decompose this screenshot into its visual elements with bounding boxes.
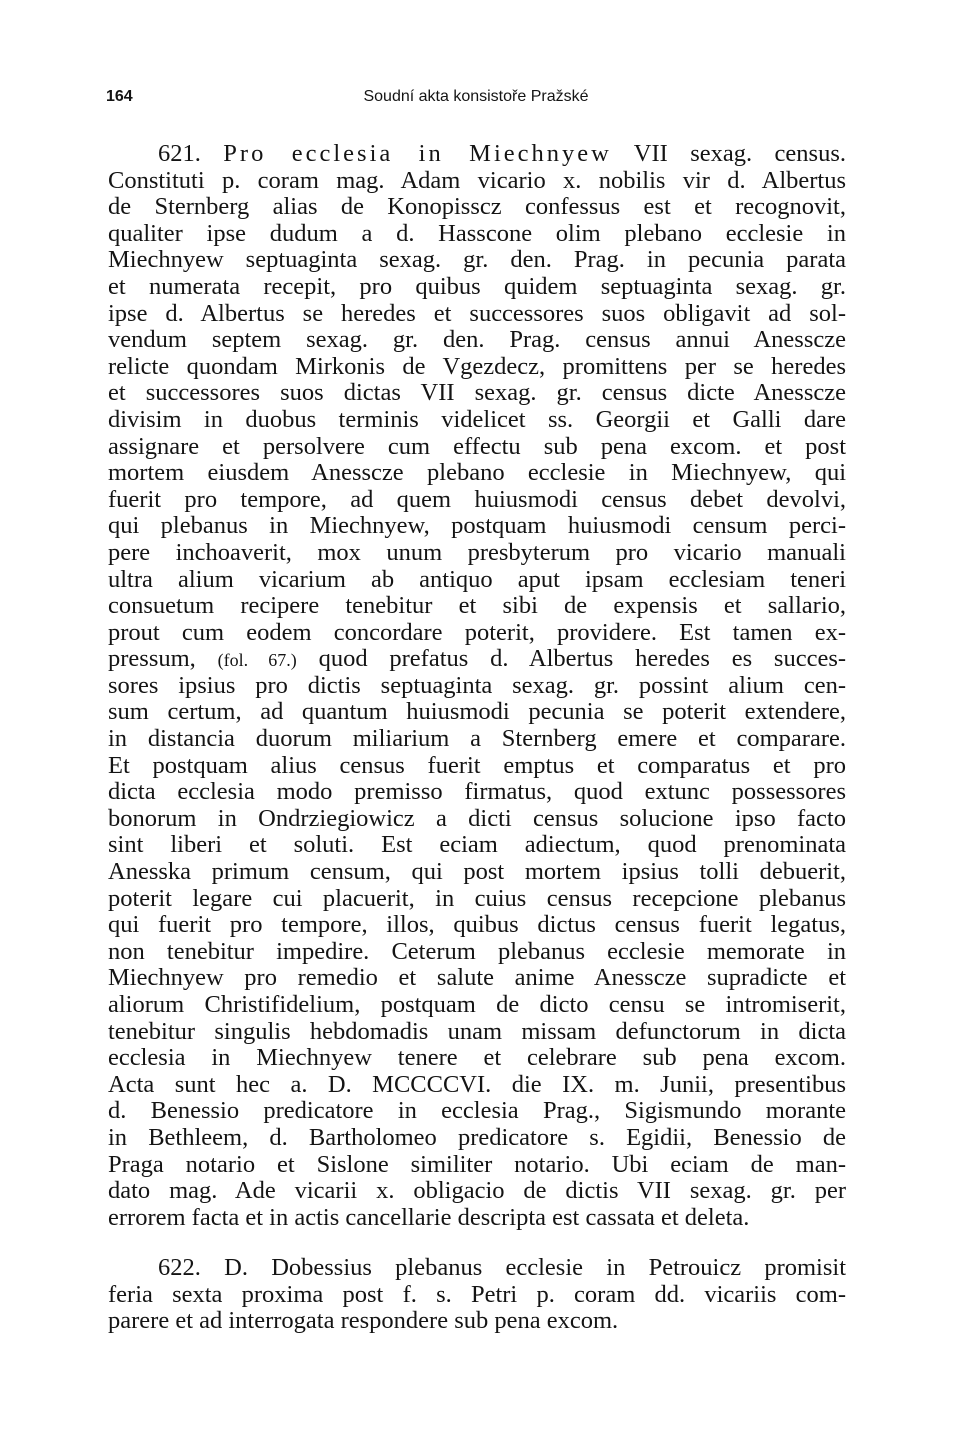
- text-line: Miechnyew septuaginta sexag. gr. den. Prag. in pecunia parata: [108, 246, 846, 274]
- text-line: et numerata recepit, pro quibus quidem septuaginta sexag. gr.: [108, 272, 846, 300]
- text-line: prout cum eodem concordare poterit, providere. Est tamen ex-: [108, 618, 846, 646]
- text-line: ecclesia in Miechnyew tenere et celebrare sub pena excom.: [108, 1044, 846, 1072]
- text-line: tenebitur singulis hebdomadis unam missam defunctorum in dicta: [108, 1017, 846, 1045]
- text-line: consuetum recipere tenebitur et sibi de expensis et sallario,: [108, 592, 846, 620]
- text-line: Anesska primum censum, qui post mortem ipsius tolli debuerit,: [108, 858, 846, 886]
- entry-text: D. Dobessius plebanus ecclesie in Petrouicz promisit: [224, 1254, 847, 1281]
- text-line: qui fuerit pro tempore, illos, quibus dictus census fuerit legatus,: [108, 911, 846, 939]
- text-line: qualiter ipse dudum a d. Hasscone olim plebano ecclesie in: [108, 219, 846, 247]
- text-line: in distancia duorum miliarium a Sternberg emere et comparare.: [108, 725, 846, 753]
- folio-note: (fol. 67.): [217, 650, 297, 671]
- text-line: ipse d. Albertus se heredes et successores suos obligavit ad sol-: [108, 299, 846, 327]
- entry-title: Pro ecclesia in Miechnyew: [223, 140, 612, 167]
- text-line: mortem eiusdem Anessсze plebano ecclesie in Miechnyew, qui: [108, 459, 846, 487]
- text-line: aliorum Christifidelium, postquam de dicto censu se intromiserit,: [108, 991, 846, 1018]
- text-line: [108, 1255, 846, 1282]
- text-line: feria sexta proxima post f. s. Petri p. coram dd. vicariis com-: [108, 1280, 846, 1308]
- text-line: errorem facta et in actis cancellarie descripta est cassata et deleta.: [108, 1203, 750, 1231]
- text-line: sint liberi et soluti. Est eciam adiectum, quod prenominata: [108, 831, 846, 859]
- entry-text: VII sexag. census.: [633, 140, 846, 167]
- text-line: qui plebanus in Miechnyew, postquam huiusmodi censum perci-: [108, 512, 846, 540]
- text-line: assignare et persolvere cum effectu sub pena excom. et post: [108, 432, 846, 460]
- text-line: non tenebitur impedire. Ceterum plebanus ecclesie memorate in: [108, 937, 846, 965]
- text-line: divisim in duobus terminis videlicet ss. Georgii et Galli dare: [108, 405, 846, 433]
- text-line: sores ipsius pro dictis septuaginta sexag. gr. possint alium cen-: [108, 671, 846, 699]
- running-title: Soudní akta konsistoře Pražské: [363, 88, 589, 105]
- text-line: fuerit pro tempore, ad quem huiusmodi census debet devolvi,: [108, 485, 846, 513]
- text-line: et successores suos dictas VII sexag. gr. census dicte Anessсze: [108, 379, 846, 407]
- text-line: Praga notario et Sislone similiter notario. Ubi eciam de man-: [108, 1150, 846, 1178]
- entry-number: 622.: [158, 1254, 201, 1281]
- text-line: Et postquam alius census fuerit emptus et comparatus et pro: [108, 751, 846, 779]
- text-line: in Bethleem, d. Bartholomeo predicatore s. Egidii, Benessio de: [108, 1123, 846, 1151]
- text-line: d. Benessio predicatore in ecclesia Prag., Sigismundo morante: [108, 1097, 846, 1125]
- text-line: [108, 141, 846, 168]
- text-line: Constituti p. coram mag. Adam vicario x. nobilis vir d. Albertus: [108, 166, 846, 194]
- entry-text: quod prefatus d. Albertus heredes es succes-: [318, 645, 847, 673]
- entry-text: pressum,: [108, 645, 196, 673]
- text-line: pere inchoaverit, mox unum presbyterum pro vicario manuali: [108, 538, 846, 566]
- text-line: Miechnyew pro remedio et salute anime Anessсze supradicte et: [108, 964, 846, 992]
- text-line: Acta sunt hec a. D. MCCCCVI. die IX. m. Junii, presentibus: [108, 1070, 846, 1098]
- page-number: 164: [106, 88, 133, 105]
- text-line: sum certum, ad quantum huiusmodi pecunia se poterit extendere,: [108, 698, 846, 726]
- entry-622: [108, 1255, 846, 1335]
- text-line: [108, 646, 846, 673]
- text-line: relicte quondam Mirkonis de Vgezdecz, promittens per se heredes: [108, 352, 846, 380]
- entry-number: 621.: [158, 140, 201, 167]
- text-line: ultra alium vicarium ab antiquo aput ipsam ecclesiam teneri: [108, 565, 846, 593]
- text-line: parere et ad interrogata respondere sub pena excom.: [108, 1307, 619, 1335]
- text-line: bonorum in Ondrziegiowicz a dicti census solucione ipso facto: [108, 804, 846, 832]
- text-line: de Sternberg alias de Konopisscz confessus est et recognovit,: [108, 193, 846, 221]
- entry-621: [108, 141, 846, 1231]
- text-line: vendum septem sexag. gr. den. Prag. census annui Anessсze: [108, 326, 846, 354]
- text-line: dato mag. Ade vicarii x. obligacio de dictis VII sexag. gr. per: [108, 1177, 846, 1205]
- page-header: [106, 88, 846, 112]
- text-line: poterit legare cui placuerit, in cuius census recepcione plebanus: [108, 884, 846, 912]
- text-line: dicta ecclesia modo premisso firmatus, quod extunc possessores: [108, 778, 846, 806]
